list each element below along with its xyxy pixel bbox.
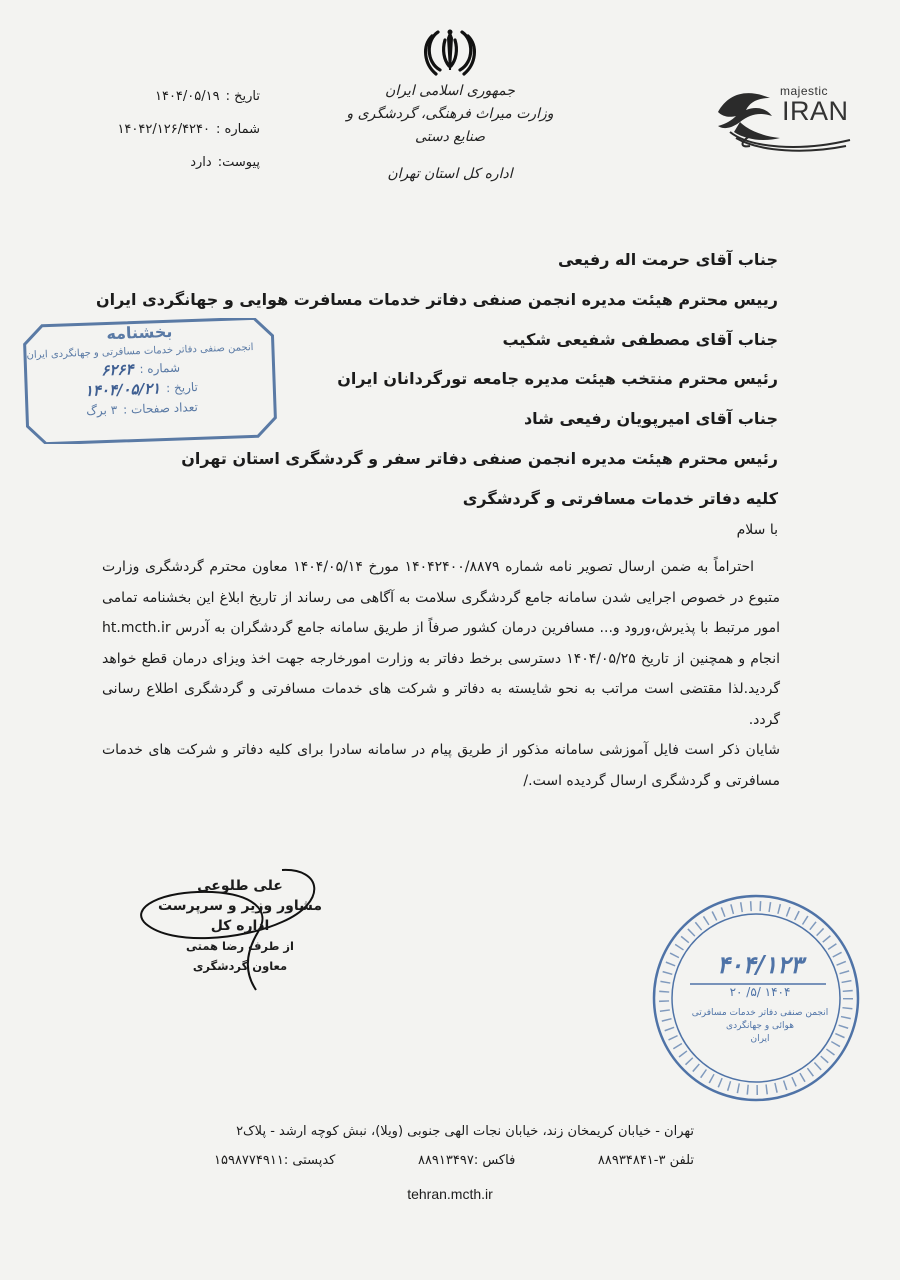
- date-row: [100, 80, 260, 113]
- logo-word-iran: IRAN: [782, 96, 849, 126]
- logo-word-majestic: majestic: [780, 84, 829, 98]
- number-row: [100, 113, 260, 146]
- ministry-heading: [330, 80, 570, 186]
- letter-body: [102, 552, 780, 796]
- stamp-organization: انجمن صنفی دفاتر خدمات مسافرتی و جهانگردی ایران: [26, 342, 254, 361]
- stamp-pages-value: ۳ برگ: [85, 402, 118, 418]
- stamp-date-value: ۱۴۰۴/۰۵/۲۱: [84, 379, 161, 400]
- attachment-value: دارد: [190, 155, 212, 170]
- signature-block: [140, 876, 340, 976]
- receipt-org-line: هوائی و جهانگردی: [726, 1021, 794, 1031]
- circular-stamp: [24, 318, 258, 442]
- letter-meta: [100, 80, 260, 179]
- stamp-date-label: تاریخ :: [165, 380, 199, 396]
- addressee-line: کلیه دفاتر خدمات مسافرتی و گردشگری: [462, 488, 778, 508]
- addressee-line: رییس محترم هیئت مدیره انجمن صنفی دفاتر خدمات مسافرت هوایی و جهانگردی ایران: [95, 289, 778, 309]
- ministry-country: جمهوری اسلامی ایران: [385, 83, 515, 99]
- iran-emblem-icon: [418, 26, 482, 78]
- receipt-stamp: [690, 940, 830, 1046]
- footer-website-link[interactable]: tehran.mcth.ir: [407, 1186, 493, 1202]
- signer-on-behalf: از طرف رضا همتی: [186, 939, 294, 953]
- receipt-org-line: ایران: [750, 1034, 770, 1044]
- number-value: ۱۴۰۴۲/۱۲۶/۴۲۴۰: [117, 122, 211, 137]
- footer-contacts: [214, 1153, 694, 1168]
- addressee-line: رئیس محترم هیئت مدیره انجمن صنفی دفاتر سفر و گردشگری استان تهران: [181, 448, 778, 468]
- footer-address: تهران - خیابان کریمخان زند، خیابان نجات الهی جنوبی (ویلا)، نبش کوچه ارشد - پلاک۲: [236, 1124, 694, 1139]
- footer-fax: فاکس :۸۸۹۱۳۴۹۷: [417, 1153, 516, 1168]
- signer-on-behalf-title: معاون گردشگری: [192, 959, 288, 973]
- attachment-label: پیوست:: [217, 155, 260, 170]
- stamp-number-value: ۶۲۶۴: [100, 360, 134, 380]
- footer-postal-code: کدپستی :۱۵۹۸۷۷۴۹۱۱: [214, 1153, 336, 1168]
- addressee-line: جناب آقای مصطفی شفیعی شکیب: [502, 329, 778, 349]
- receipt-organization: [690, 1007, 830, 1046]
- ministry-office: اداره کل استان تهران: [387, 166, 513, 182]
- receipt-org-line: انجمن صنفی دفاتر خدمات مسافرتی: [691, 1008, 829, 1018]
- receipt-date: ۱۴۰۴ /۵/ ۲۰: [729, 985, 791, 999]
- signer-name: علی طلوعی: [197, 878, 283, 894]
- date-label: تاریخ :: [225, 89, 260, 104]
- addressee-line: جناب آقای امیرپویان رفیعی شاد: [523, 409, 778, 429]
- number-label: شماره :: [216, 122, 260, 137]
- stamp-title: بخشنامه: [106, 321, 173, 344]
- body-paragraph: شایان ذکر است فایل آموزشی سامانه مذکور از طریق پیام در سامانه سادرا برای کلیه دفاتر و شرکت های خدمات مسافرتی و گردشگری ارسال گردیده است./: [102, 742, 780, 789]
- date-value: ۱۴۰۴/۰۵/۱۹: [154, 89, 220, 104]
- attachment-row: [100, 146, 260, 179]
- receipt-number: ۴۰۴/۱۲۳: [716, 950, 804, 979]
- stamp-number-label: شماره :: [139, 360, 181, 377]
- ministry-name: وزارت میراث فرهنگی، گردشگری و صنایع دستی: [346, 106, 554, 145]
- body-paragraph: احتراماً به ضمن ارسال تصویر نامه شماره ۱۴۰۴۲۴۰۰/۸۸۷۹ مورخ ۱۴۰۴/۰۵/۱۴ معاون محترم گردشگری وزارت متبوع در خصوص اجرایی شدن سامانه جامع گردشگری سلامت به آگاهی می رساند از تاریخ ابلاغ این بخشنامه تمامی امور مرتبط با پذیرش،ورود و... مسافرین درمان کشور صرفاً از طریق سامانه جامع گردشگران به آدرس ht.mcth.ir انجام و همچنین از تاریخ ۱۴۰۴/۰۵/۲۵ دسترسی برخط دفاتر به وزارت امورخارجه جهت اخذ ویزای درمان قطع خواهد گردید.لذا مقتضی است مراتب به نحو شایسته به دفاتر و شرکت های خدمات مسافرتی و گردشگری اطلاع رسانی گردد.: [102, 559, 780, 728]
- footer-phone: تلفن ۳-۸۸۹۳۴۸۴۱: [597, 1153, 694, 1168]
- salutation: با سلام: [736, 522, 778, 538]
- stamp-pages-label: تعداد صفحات :: [122, 400, 199, 417]
- addressee-line: جناب آقای حرمت اله رفیعی: [557, 250, 778, 269]
- signer-title: مشاور وزیر و سرپرست اداره کل: [157, 898, 322, 934]
- addressee-line: رئیس محترم منتخب هیئت مدیره جامعه تورگردانان ایران: [337, 369, 778, 389]
